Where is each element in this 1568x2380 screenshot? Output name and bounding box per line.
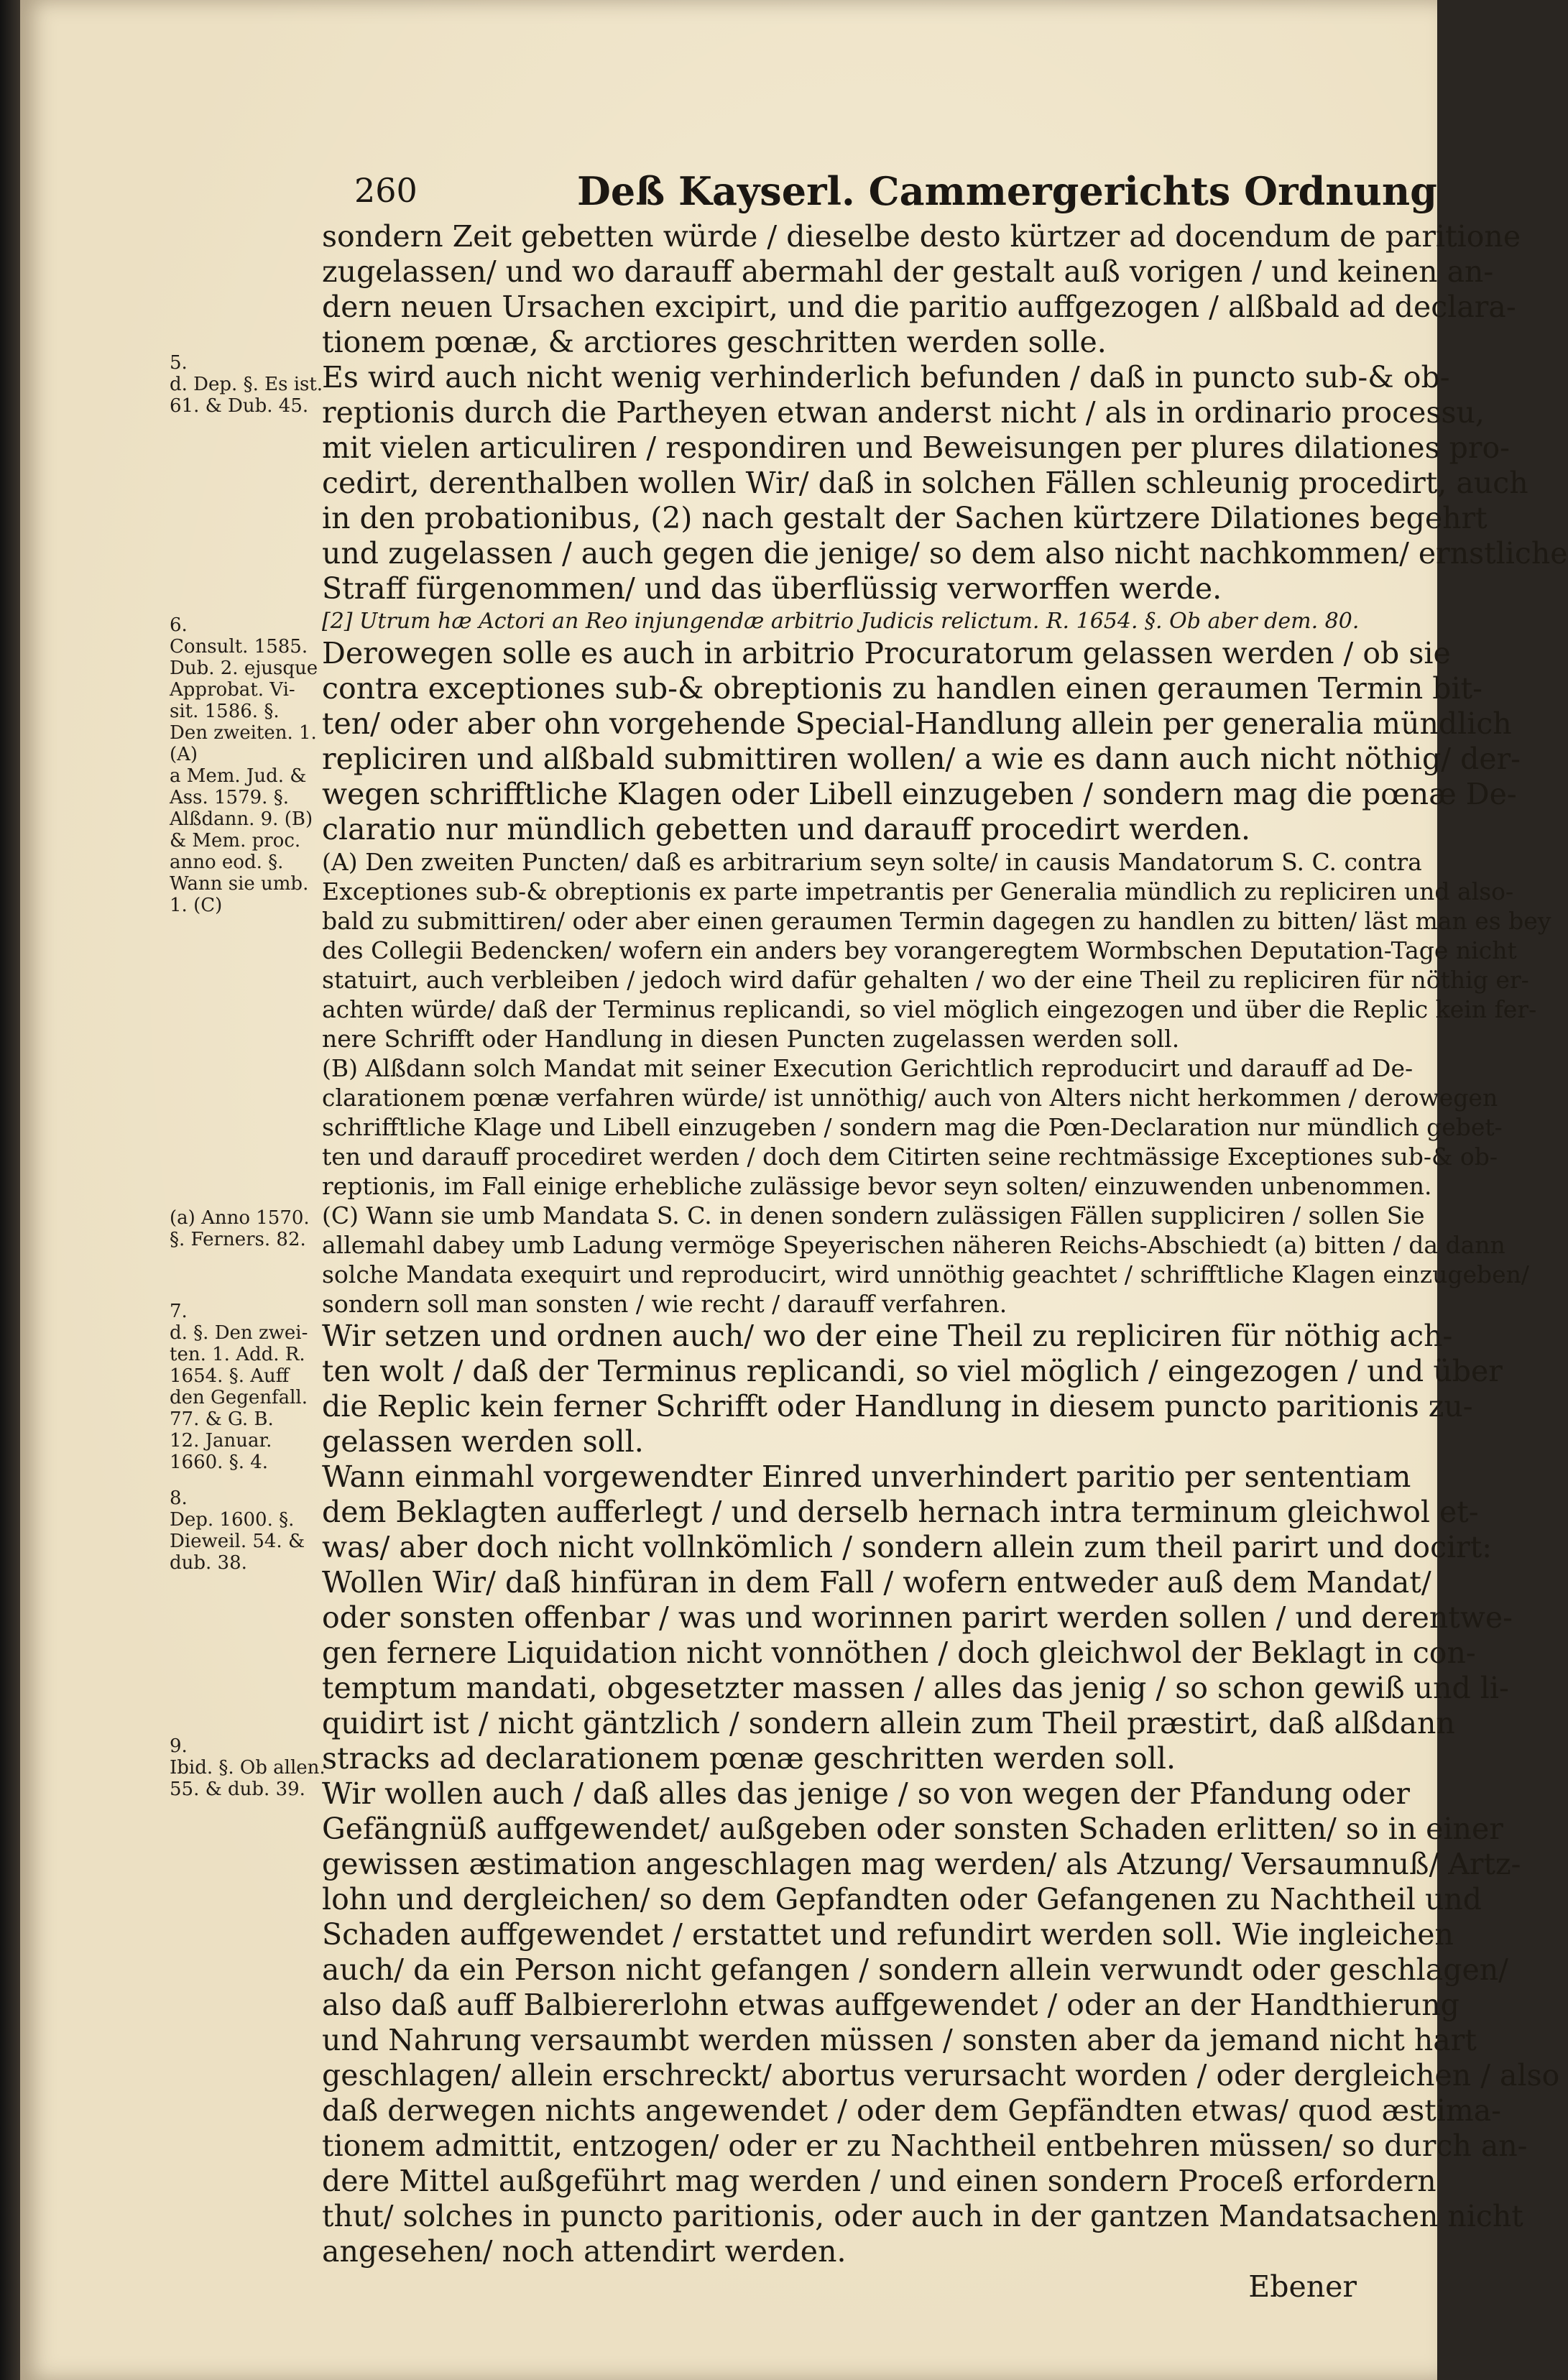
text-line: stracks ad declarationem pœnæ geschritten werden soll. — [322, 1741, 1176, 1776]
text-line: also daß auff Balbiererlohn etwas auffgewendet / oder an der Handthierung — [322, 1988, 1459, 2022]
text-line: in den probationibus, (2) nach gestalt der Sachen kürtzere Dilationes begehrt — [322, 501, 1488, 535]
text-line: dere Mittel außgeführt mag werden / und einen sondern Proceß erfordern — [322, 2164, 1436, 2198]
text-line: clarationem pœnæ verfahren würde/ ist unnöthig/ auch von Alters nicht herkommen / derowegen — [322, 1084, 1498, 1112]
text-line: ten/ oder aber ohn vorgehende Special-Handlung allein per generalia mündlich — [322, 706, 1512, 741]
text-line: tionem pœnæ, & arctiores geschritten werden solle. — [322, 325, 1107, 359]
text-line: (C) Wann sie umb Mandata S. C. in denen sondern zulässigen Fällen suppliciren / sollen Sie — [322, 1201, 1425, 1230]
text-line: dem Beklagten aufferlegt / und derselb hernach intra terminum gleichwol et- — [322, 1495, 1479, 1529]
text-line: nere Schrifft oder Handlung in diesen Puncten zugelassen werden soll. — [322, 1025, 1180, 1053]
text-line: dern neuen Ursachen excipirt, und die paritio auffgezogen / alßbald ad declara- — [322, 290, 1516, 324]
book-page — [20, 0, 1568, 2380]
text-line: reptionis durch die Partheyen etwan anderst nicht / als in ordinario processu, — [322, 395, 1485, 430]
margin-note-line: Alßdann. 9. (B) — [170, 808, 313, 830]
margin-note-line: (A) — [170, 744, 198, 765]
running-head: Deß Kayserl. Cammergerichts Ordnung — [577, 168, 1437, 214]
margin-note-line: Approbat. Vi- — [170, 679, 295, 701]
text-line: contra exceptiones sub-& obreptionis zu handlen einen geraumen Termin bit- — [322, 671, 1482, 706]
text-line: oder sonsten offenbar / was und worinnen parirt werden sollen / und derentwe- — [322, 1600, 1513, 1635]
margin-note-line: dub. 38. — [170, 1552, 247, 1574]
margin-note — [170, 1207, 342, 1250]
margin-note-line: Wann sie umb. — [170, 873, 309, 895]
text-line: tionem admittit, entzogen/ oder er zu Nachtheil entbehren müssen/ so durch an- — [322, 2128, 1528, 2163]
text-line: Wann einmahl vorgewendter Einred unverhindert paritio per sententiam — [322, 1459, 1411, 1494]
text-line: zugelassen/ und wo darauff abermahl der gestalt auß vorigen / und keinen an- — [322, 254, 1494, 289]
margin-note-line: Dep. 1600. §. — [170, 1509, 295, 1531]
text-line: allemahl dabey umb Ladung vermöge Speyerischen näheren Reichs-Abschiedt (a) bitten / da dann — [322, 1231, 1505, 1259]
margin-note-line: §. Ferners. 82. — [170, 1229, 306, 1250]
text-line: auch/ da ein Person nicht gefangen / sondern allein verwundt oder geschlagen/ — [322, 1952, 1508, 1987]
margin-note-line: 6. — [170, 614, 188, 636]
margin-note — [170, 614, 342, 916]
margin-note-line: 1660. §. 4. — [170, 1452, 269, 1473]
text-line: repliciren und alßbald submittiren wollen/ a wie es dann auch nicht nöthig/ der- — [322, 742, 1521, 776]
text-line: lohn und dergleichen/ so dem Gepfandten oder Gefangenen zu Nachtheil und — [322, 1882, 1482, 1917]
text-line: ten wolt / daß der Terminus replicandi, so viel möglich / eingezogen / und über — [322, 1354, 1503, 1388]
text-line: Gefängnüß auffgewendet/ außgeben oder sonsten Schaden erlitten/ so in einer — [322, 1812, 1503, 1846]
text-line: geschlagen/ allein erschreckt/ abortus verursacht worden / oder dergleichen / also — [322, 2058, 1560, 2093]
text-line: des Collegii Bedencken/ wofern ein anders bey vorangeregtem Wormbschen Deputation-Tage nicht — [322, 936, 1517, 964]
text-line: Straff fürgenommen/ und das überflüssig verworffen werde. — [322, 571, 1222, 606]
margin-note — [170, 352, 342, 417]
text-line: die Replic kein ferner Schrifft oder Handlung in diesem puncto paritionis zu- — [322, 1389, 1473, 1424]
text-line: thut/ solches in puncto paritionis, oder auch in der gantzen Mandatsachen nicht — [322, 2199, 1523, 2233]
text-line: Wir setzen und ordnen auch/ wo der eine Theil zu repliciren für nöthig ach- — [322, 1319, 1453, 1353]
text-line: und zugelassen / auch gegen die jenige/ so dem also nicht nachkommen/ ernstliche — [322, 536, 1568, 571]
text-line: [2] Utrum hæ Actori an Reo injungendæ arbitrio Judicis relictum. R. 1654. §. Ob aber dem. 80. — [322, 609, 1360, 634]
text-line: bald zu submittiren/ oder aber einen geraumen Termin dagegen zu handlen zu bitten/ läst man es bey — [322, 907, 1551, 935]
book-spine-shadow — [0, 0, 20, 2380]
margin-note-line: Dieweil. 54. & — [170, 1531, 305, 1552]
text-line: temptum mandati, obgesetzter massen / alles das jenig / so schon gewiß und li- — [322, 1671, 1509, 1705]
text-line: sondern soll man sonsten / wie recht / darauff verfahren. — [322, 1290, 1007, 1318]
margin-note-line: d. Dep. §. Es ist. — [170, 374, 323, 395]
margin-note-line: 9. — [170, 1735, 188, 1757]
text-line: claratio nur mündlich gebetten und darauff procedirt werden. — [322, 812, 1251, 847]
margin-note-line: 7. — [170, 1301, 188, 1322]
text-line: wegen schrifftliche Klagen oder Libell einzugeben / sondern mag die pœnæ De- — [322, 777, 1517, 811]
text-line: solche Mandata exequirt und reproducirt, wird unnöthig geachtet / schrifftliche Klagen einzugeben/ — [322, 1260, 1530, 1288]
margin-note — [170, 1301, 342, 1473]
text-line: daß derwegen nichts angewendet / oder dem Gepfändten etwas/ quod æstima- — [322, 2093, 1502, 2128]
text-line: mit vielen articuliren / respondiren und Beweisungen per plures dilationes pro- — [322, 430, 1511, 465]
text-line: quidirt ist / nicht gäntzlich / sondern allein zum Theil præstirt, daß alßdann — [322, 1706, 1455, 1740]
text-line: gen fernere Liquidation nicht vonnöthen / doch gleichwol der Beklagt in con- — [322, 1636, 1476, 1670]
margin-note-line: 1. (C) — [170, 895, 223, 916]
margin-note-line: ten. 1. Add. R. — [170, 1344, 305, 1365]
margin-note-line: den Gegenfall. — [170, 1387, 308, 1408]
text-line: achten würde/ daß der Terminus replicandi, so viel möglich eingezogen und über die Replic kein fer- — [322, 995, 1537, 1023]
margin-note-line: anno eod. §. — [170, 852, 284, 873]
text-line: Derowegen solle es auch in arbitrio Procuratorum gelassen werden / ob sie — [322, 636, 1451, 670]
margin-note-line: Dub. 2. ejusque — [170, 658, 318, 679]
text-line: gelassen werden soll. — [322, 1424, 644, 1459]
margin-note — [170, 1735, 342, 1800]
text-line: Schaden auffgewendet / erstattet und refundirt werden soll. Wie ingleichen — [322, 1917, 1454, 1952]
text-line: reptionis, im Fall einige erhebliche zulässige bevor seyn solten/ einzuwenden unbenommen. — [322, 1172, 1432, 1200]
margin-note-line: 61. & Dub. 45. — [170, 395, 309, 417]
text-line: (A) Den zweiten Puncten/ daß es arbitrarium seyn solte/ in causis Mandatorum S. C. contra — [322, 848, 1422, 876]
margin-note-line: sit. 1586. §. — [170, 701, 280, 722]
text-line: und Nahrung versaumbt werden müssen / sonsten aber da jemand nicht hart — [322, 2023, 1477, 2057]
text-line: ten und darauff procediret werden / doch dem Citirten seine rechtmässige Exceptiones sub-& ob- — [322, 1143, 1498, 1171]
margin-note-line: Den zweiten. 1. — [170, 722, 317, 744]
margin-note-line: a Mem. Jud. & — [170, 765, 307, 787]
margin-note-line: 77. & G. B. — [170, 1408, 274, 1430]
margin-note-line: 8. — [170, 1488, 188, 1509]
margin-note-line: Consult. 1585. — [170, 636, 308, 658]
catchword: Ebener — [1248, 2269, 1357, 2304]
margin-note-line: (a) Anno 1570. — [170, 1207, 310, 1229]
text-line: angesehen/ noch attendirt werden. — [322, 2234, 847, 2269]
text-line: Exceptiones sub-& obreptionis ex parte impetrantis per Generalia mündlich zu repliciren und also- — [322, 877, 1514, 905]
margin-note-line: Ibid. §. Ob allen. — [170, 1757, 326, 1779]
margin-note-line: 55. & dub. 39. — [170, 1779, 305, 1800]
margin-note-line: 5. — [170, 352, 188, 374]
text-line: statuirt, auch verbleiben / jedoch wird dafür gehalten / wo der eine Theil zu repliciren für nöthig er- — [322, 966, 1529, 994]
margin-note-line: Ass. 1579. §. — [170, 787, 289, 808]
main-text-block — [322, 219, 1568, 2305]
margin-note-line: 1654. §. Auff — [170, 1365, 290, 1387]
margin-note — [170, 1488, 342, 1574]
text-line: sondern Zeit gebetten würde / dieselbe desto kürtzer ad docendum de paritione — [322, 219, 1521, 254]
text-line: was/ aber doch nicht vollnkömlich / sondern allein zum theil parirt und docirt: — [322, 1530, 1493, 1564]
page-number: 260 — [354, 171, 418, 210]
text-line: (B) Alßdann solch Mandat mit seiner Execution Gerichtlich reproducirt und darauff ad De- — [322, 1054, 1413, 1082]
text-line: Es wird auch nicht wenig verhinderlich befunden / daß in puncto sub-& ob- — [322, 360, 1450, 395]
margin-note-line: d. §. Den zwei- — [170, 1322, 308, 1344]
text-line: Wollen Wir/ daß hinfüran in dem Fall / wofern entweder auß dem Mandat/ — [322, 1565, 1431, 1600]
text-line: schrifftliche Klage und Libell einzugeben / sondern mag die Pœn-Declaration nur mündlich gebet- — [322, 1113, 1503, 1141]
text-line: gewissen æstimation angeschlagen mag werden/ als Atzung/ Versaumnuß/ Artz- — [322, 1847, 1521, 1881]
text-line: Wir wollen auch / daß alles das jenige / so von wegen der Pfandung oder — [322, 1776, 1410, 1811]
margin-note-line: 12. Januar. — [170, 1430, 272, 1452]
text-line: cedirt, derenthalben wollen Wir/ daß in solchen Fällen schleunig procedirt, auch — [322, 466, 1528, 500]
margin-note-line: & Mem. proc. — [170, 830, 301, 852]
page-header — [354, 168, 1437, 221]
